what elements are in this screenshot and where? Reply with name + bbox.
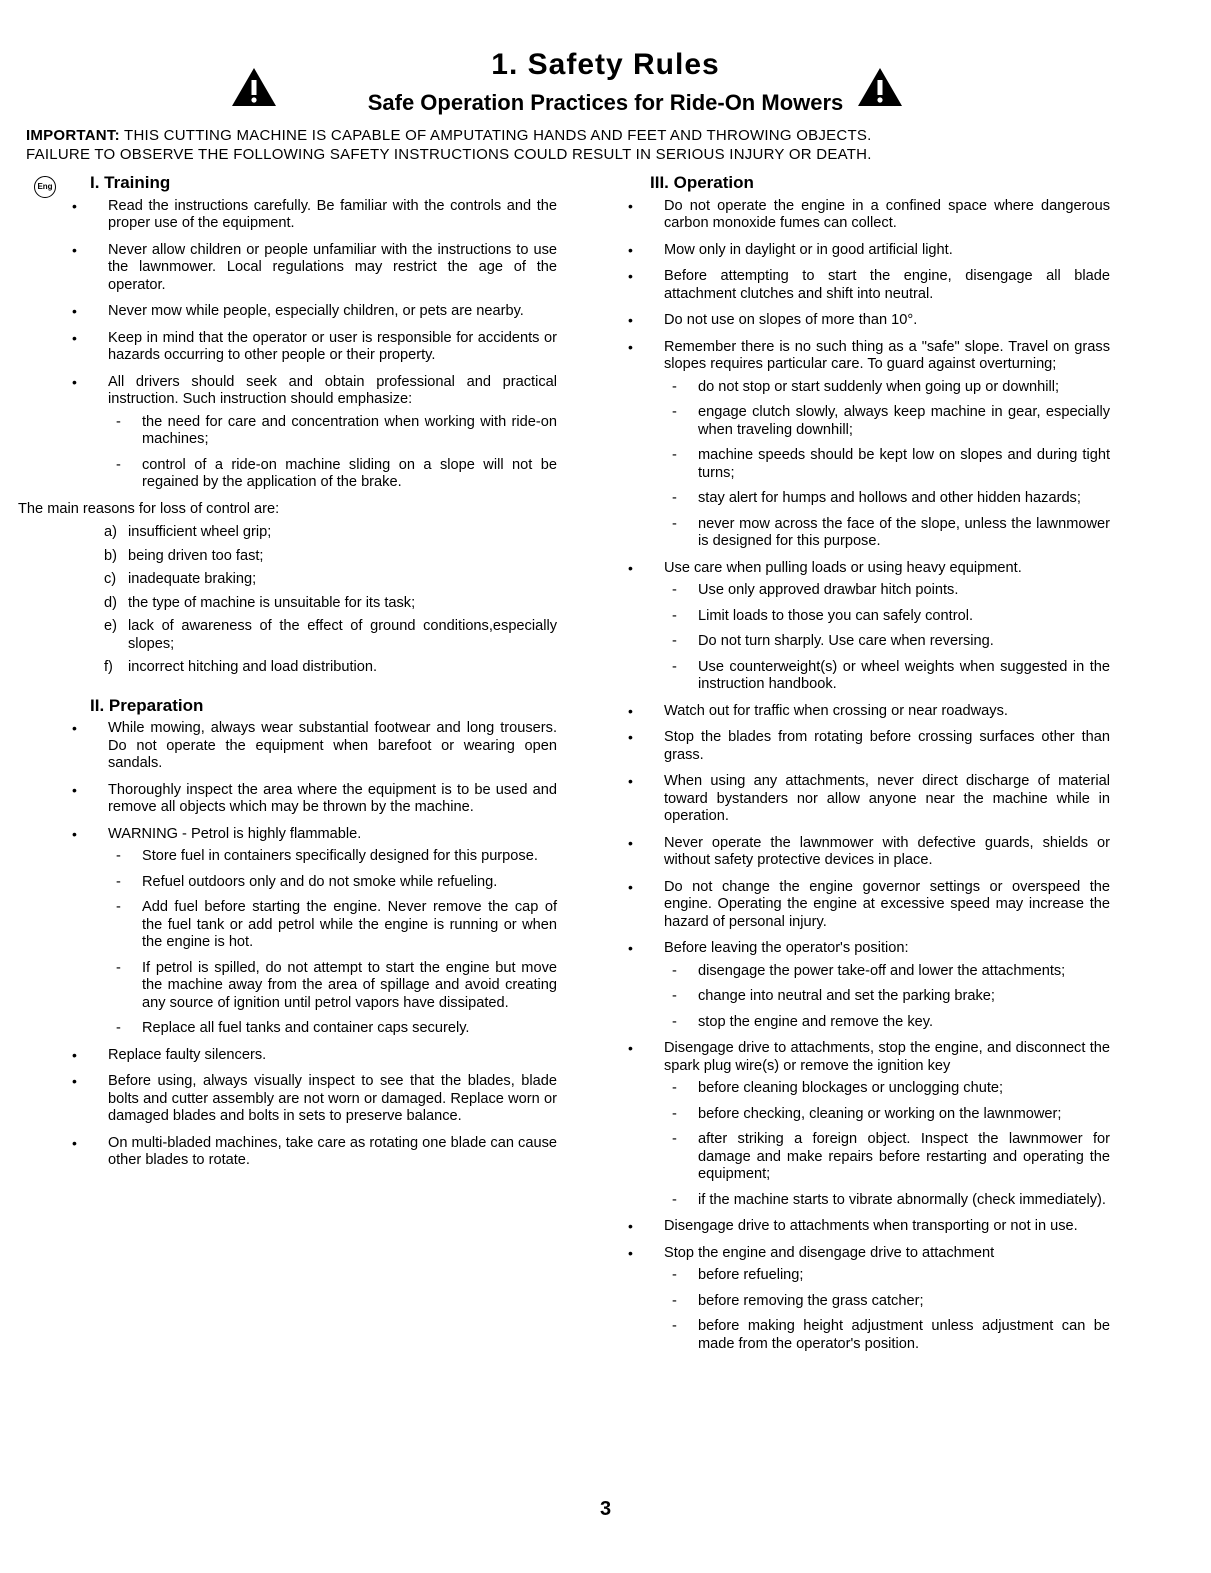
sub-list-item: - change into neutral and set the parking brake; xyxy=(664,988,1110,1006)
reason-label: e) xyxy=(104,618,117,634)
sub-list-item: - if the machine starts to vibrate abnormally (check immediately). xyxy=(664,1192,1110,1210)
reason-text: insufficient wheel grip; xyxy=(128,524,272,540)
sub-list-item: - Replace all fuel tanks and container caps securely. xyxy=(108,1020,557,1038)
page-title: 1. Safety Rules xyxy=(491,48,720,81)
reason-label: d) xyxy=(104,594,117,611)
list-item: • Replace faulty silencers. xyxy=(62,1047,557,1065)
reason-item xyxy=(48,595,557,613)
list-item: • Stop the blades from rotating before crossing surfaces other than grass. xyxy=(618,729,1110,764)
list-item: • When using any attachments, never direct discharge of material toward bystanders nor allow anyone near the machine while in operation. xyxy=(618,773,1110,826)
important-label: IMPORTANT: xyxy=(26,127,120,144)
list-item: • Never operate the lawnmower with defective guards, shields or without safety protective devices in place. xyxy=(618,835,1110,870)
sub-list-item: - control of a ride-on machine sliding on a slope will not be regained by the application of the brake. xyxy=(108,457,557,492)
reason-text: incorrect hitching and load distribution. xyxy=(128,659,378,675)
list-item: • While mowing, always wear substantial footwear and long trousers. Do not operate the equipment when barefoot or wearing open sandals. xyxy=(62,720,557,773)
sub-list-item: - machine speeds should be kept low on slopes and during tight turns; xyxy=(664,447,1110,482)
list-item: • Do not change the engine governor settings or overspeed the engine. Operating the engine at excessive speed may increase the hazard of personal injury. xyxy=(618,879,1110,932)
important-notice xyxy=(26,126,1196,164)
list-item: • Before attempting to start the engine, disengage all blade attachment clutches and shift into neutral. xyxy=(618,268,1110,303)
list-item: • Thoroughly inspect the area where the equipment is to be used and remove all objects which may be thrown by the machine. xyxy=(62,782,557,817)
sub-list-item: - before refueling; xyxy=(664,1267,1110,1285)
list-item: • Keep in mind that the operator or user is responsible for accidents or hazards occurring to other people or their property. xyxy=(62,330,557,365)
list-item: • Never mow while people, especially children, or pets are nearby. xyxy=(62,303,557,321)
sub-list-item: - never mow across the face of the slope, unless the lawnmower is designed for this purpose. xyxy=(664,516,1110,551)
reason-label: b) xyxy=(104,547,117,564)
reason-text: being driven too fast; xyxy=(128,547,264,564)
sub-list-item: - before making height adjustment unless adjustment can be made from the operator's position. xyxy=(664,1318,1110,1353)
reasons-intro: The main reasons for loss of control are: xyxy=(18,500,280,517)
sub-list-item: - If petrol is spilled, do not attempt to start the engine but move the machine away from the area of spillage and avoid creating any source of ignition until petrol vapors have dissipated. xyxy=(108,960,557,1013)
list-item xyxy=(618,560,1110,694)
sub-list-item: - Refuel outdoors only and do not smoke while refueling. xyxy=(108,874,557,892)
right-column xyxy=(618,174,1110,1362)
sub-list-item: - stop the engine and remove the key. xyxy=(664,1014,1110,1032)
sub-list-item: - Add fuel before starting the engine. Never remove the cap of the fuel tank or add petrol while the engine is running or when the engine is hot. xyxy=(108,899,557,952)
section-heading-training: I. Training xyxy=(90,173,171,192)
reason-text: lack of awareness of the effect of ground conditions,especially slopes; xyxy=(128,618,557,652)
reason-label: f) xyxy=(104,659,113,675)
sub-list-item: - Do not turn sharply. Use care when reversing. xyxy=(664,633,1110,651)
list-item: • Before using, always visually inspect to see that the blades, blade bolts and cutter assembly are not worn or damaged. Replace worn or damaged blades and bolts in sets to preserve balance. xyxy=(62,1073,557,1126)
list-item xyxy=(618,1245,1110,1354)
list-item: • Watch out for traffic when crossing or near roadways. xyxy=(618,703,1110,721)
sub-list-item: - do not stop or start suddenly when going up or downhill; xyxy=(664,379,1110,397)
list-item: • Mow only in daylight or in good artificial light. xyxy=(618,242,1110,260)
reason-label: a) xyxy=(104,524,117,540)
reason-label: c) xyxy=(104,571,117,587)
reason-item xyxy=(48,571,557,589)
sub-list xyxy=(108,848,557,1038)
list-item: • On multi-bladed machines, take care as rotating one blade can cause other blades to rotate. xyxy=(62,1135,557,1170)
list-item: • Never allow children or people unfamiliar with the instructions to use the lawnmower. Local regulations may restrict the age of the operator. xyxy=(62,242,557,295)
section-heading-operation: III. Operation xyxy=(650,173,754,192)
reason-text: inadequate braking; xyxy=(128,571,257,587)
sub-list-item: - stay alert for humps and hollows and other hidden hazards; xyxy=(664,490,1110,508)
list-item xyxy=(62,374,557,492)
list-item xyxy=(618,339,1110,551)
reason-item xyxy=(48,548,557,566)
important-line-1: THIS CUTTING MACHINE IS CAPABLE OF AMPUTATING HANDS AND FEET AND THROWING OBJECTS. xyxy=(124,127,872,144)
sub-list-item: - after striking a foreign object. Inspect the lawnmower for damage and make repairs before restarting and operating the equipment; xyxy=(664,1131,1110,1184)
list-item-text: Stop the engine and disengage drive to attachment xyxy=(664,1244,995,1261)
list-item: • Read the instructions carefully. Be familiar with the controls and the proper use of the equipment. xyxy=(62,198,557,233)
sub-list xyxy=(664,1267,1110,1353)
reason-item xyxy=(48,618,557,653)
sub-list xyxy=(664,963,1110,1032)
sub-list xyxy=(664,1080,1110,1209)
sub-list-item: - before checking, cleaning or working on the lawnmower; xyxy=(664,1106,1110,1124)
sub-list-item: - engage clutch slowly, always keep machine in gear, especially when traveling downhill; xyxy=(664,404,1110,439)
operation-list xyxy=(618,198,1110,1354)
preparation-list xyxy=(62,720,557,1170)
sub-list-item: - Limit loads to those you can safely control. xyxy=(664,608,1110,626)
reason-text: the type of machine is unsuitable for its task; xyxy=(128,594,416,611)
sub-list-item: - Use counterweight(s) or wheel weights when suggested in the instruction handbook. xyxy=(664,659,1110,694)
language-badge: Eng xyxy=(34,176,56,198)
subtitle-row xyxy=(0,90,1211,116)
section-heading-preparation: II. Preparation xyxy=(90,695,204,715)
sub-list-item: - before cleaning blockages or unclogging chute; xyxy=(664,1080,1110,1098)
page-number: 3 xyxy=(599,1498,612,1520)
list-item xyxy=(618,1040,1110,1209)
list-item-text: Remember there is no such thing as a "safe" slope. Travel on grass slopes requires particular care. To guard against overturning; xyxy=(664,338,1110,372)
sub-list-item: - the need for care and concentration when working with ride-on machines; xyxy=(108,414,557,449)
sub-list xyxy=(108,414,557,492)
list-item: • Do not operate the engine in a confined space where dangerous carbon monoxide fumes can collect. xyxy=(618,198,1110,233)
sub-list xyxy=(664,379,1110,551)
reasons-list xyxy=(48,524,557,677)
sub-list-item: - disengage the power take-off and lower the attachments; xyxy=(664,963,1110,981)
list-item-text: WARNING - Petrol is highly flammable. xyxy=(108,825,362,842)
list-item-text: Disengage drive to attachments, stop the engine, and disconnect the spark plug wire(s) or remove the ignition key xyxy=(664,1040,1110,1074)
list-item xyxy=(62,826,557,1038)
sub-list-item: - Use only approved drawbar hitch points. xyxy=(664,582,1110,600)
list-item: • Do not use on slopes of more than 10°. xyxy=(618,312,1110,330)
left-column xyxy=(18,173,557,1179)
sub-list-item: - Store fuel in containers specifically designed for this purpose. xyxy=(108,848,557,866)
list-item-text: All drivers should seek and obtain professional and practical instruction. Such instruction should emphasize: xyxy=(108,373,557,407)
reason-item xyxy=(48,524,557,542)
list-item-text: Before leaving the operator's position: xyxy=(664,940,909,956)
sub-list xyxy=(664,582,1110,694)
list-item-text: Use care when pulling loads or using heavy equipment. xyxy=(664,559,1022,576)
reason-item xyxy=(48,659,557,677)
sub-list-item: - before removing the grass catcher; xyxy=(664,1293,1110,1311)
important-line-2: FAILURE TO OBSERVE THE FOLLOWING SAFETY INSTRUCTIONS COULD RESULT IN SERIOUS INJURY OR DEATH. xyxy=(26,146,872,163)
list-item xyxy=(618,940,1110,1031)
page-subtitle: Safe Operation Practices for Ride-On Mowers xyxy=(367,90,844,115)
training-list xyxy=(62,198,557,492)
list-item: • Disengage drive to attachments when transporting or not in use. xyxy=(618,1218,1110,1236)
